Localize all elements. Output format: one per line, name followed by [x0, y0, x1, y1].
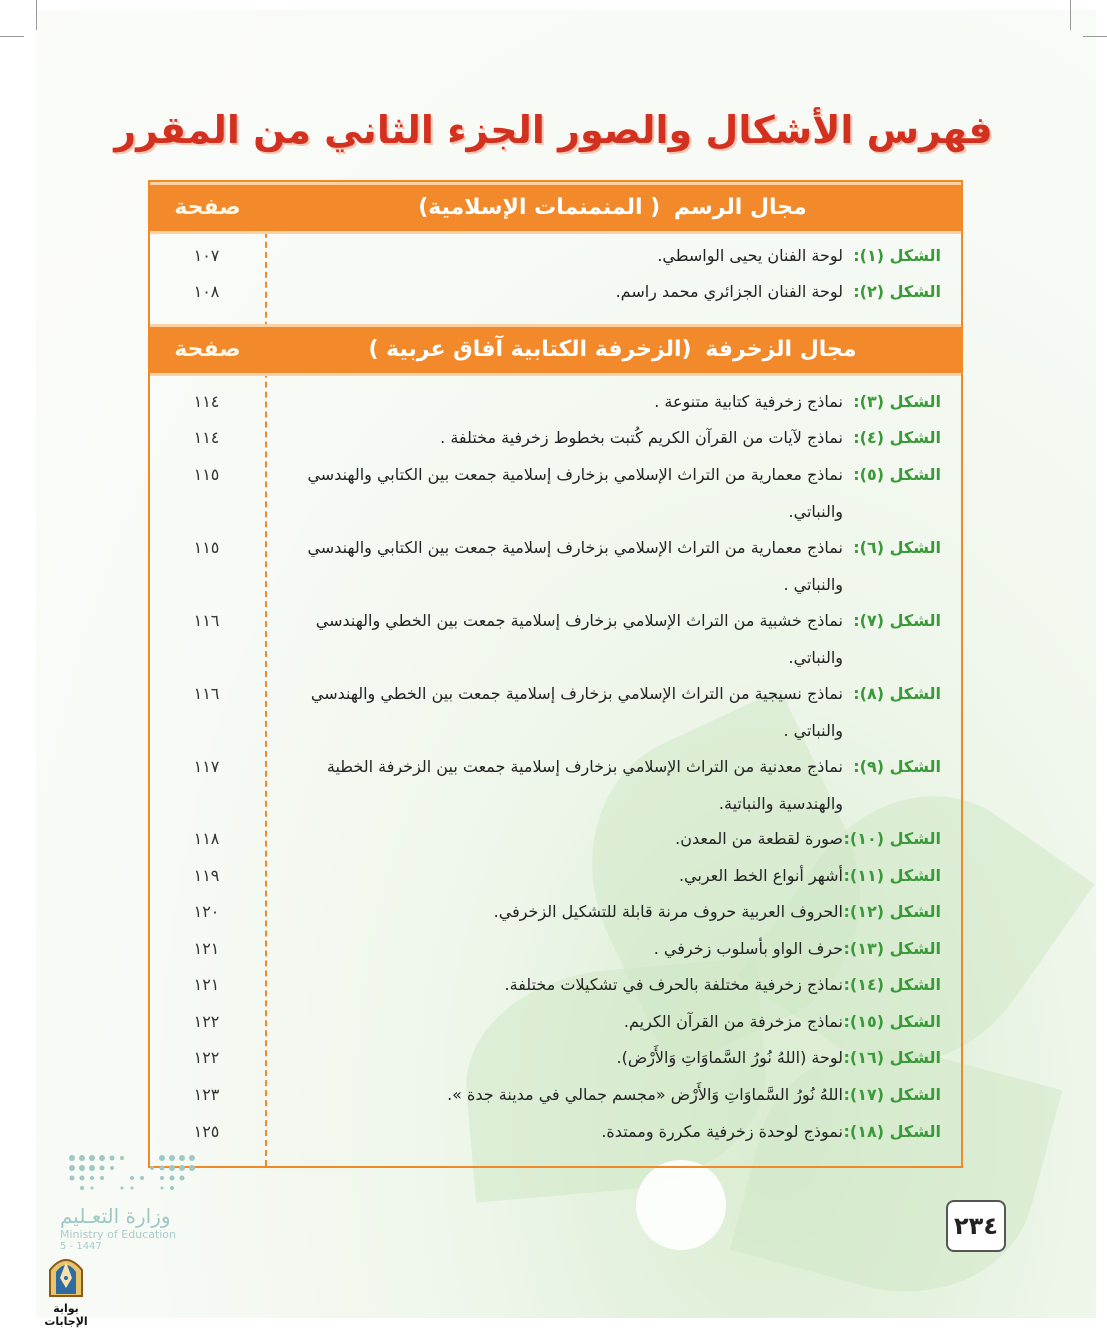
section-subheading: (الزخرفة الكتابية آفاق عربية )	[368, 337, 692, 362]
figure-description: لوحة الفنان يحيى الواسطي.	[657, 246, 843, 265]
figure-label: الشكل (١٧):	[843, 1085, 941, 1104]
figure-label: الشكل (١٥):	[843, 1012, 941, 1031]
figure-page: ١١٤	[193, 392, 220, 411]
figure-description: نماذج زخرفية كتابية متنوعة .	[654, 392, 843, 411]
figure-label: الشكل (١٠):	[843, 829, 941, 848]
figure-label: الشكل (٢):	[853, 282, 941, 301]
figure-label: الشكل (٨):	[853, 684, 941, 703]
figure-label: الشكل (٤):	[853, 428, 941, 447]
figure-page: ١١٧	[193, 757, 220, 776]
page-column-header: صفحة	[174, 337, 241, 362]
crop-mark	[0, 36, 24, 37]
figure-page: ١١٥	[193, 465, 220, 484]
figure-page: ١٢١	[193, 975, 220, 994]
figure-label: الشكل (٦):	[853, 538, 941, 557]
ministry-name-arabic: وزارة التعـليم	[60, 1204, 171, 1228]
figure-page: ١٢٢	[193, 1048, 220, 1067]
section-header-decoration	[150, 324, 961, 376]
figure-label: الشكل (٣):	[853, 392, 941, 411]
ministry-year: 5 - 1447	[60, 1241, 102, 1252]
crop-mark	[1070, 0, 1071, 30]
figure-description: صورة لقطعة من المعدن.	[675, 829, 843, 848]
section-subheading: ( المنمنمات الإسلامية)	[418, 195, 661, 220]
figure-label: الشكل (٧):	[853, 611, 941, 630]
figure-description: نماذج لآيات من القرآن الكريم كُتبت بخطوط زخرفية مختلفة .	[440, 428, 843, 447]
figure-description: الحروف العربية حروف مرنة قابلة للتشكيل الزخرفي.	[493, 902, 843, 921]
watermark-text: بوابة الإجابات	[44, 1302, 88, 1328]
page-column-header: صفحة	[174, 195, 241, 220]
figure-description: نماذج معمارية من التراث الإسلامي بزخارف إسلامية جمعت بين الكتابي والهندسي والنباتي.	[307, 465, 843, 521]
figure-description: حرف الواو بأسلوب زخرفي .	[653, 939, 843, 958]
watermark-logo	[30, 1252, 102, 1328]
section-title	[264, 185, 961, 231]
figure-page: ١٢٢	[193, 1012, 220, 1031]
figure-label: الشكل (٥):	[853, 465, 941, 484]
figure-page: ١٢٠	[193, 902, 220, 921]
page-title: فهرس الأشكال والصور الجزء الثاني من المقرر	[114, 108, 993, 152]
pen-nib-icon	[46, 1252, 86, 1298]
figure-page: ١٢١	[193, 939, 220, 958]
figure-label: الشكل (٩):	[853, 757, 941, 776]
figure-description: لوحة الفنان الجزائري محمد راسم.	[615, 282, 843, 301]
section-header-drawing	[150, 182, 961, 234]
figure-page: ١٢٥	[193, 1122, 220, 1141]
figure-page: ١١٦	[193, 684, 220, 703]
ministry-dots-icon	[66, 1152, 200, 1194]
figure-page: ١٠٨	[193, 282, 220, 301]
figure-description: لوحة (اللهُ نُورُ السَّماوَاتِ وَالأَرْض).	[616, 1048, 843, 1067]
figure-description: نموذج لوحدة زخرفية مكررة وممتدة.	[601, 1122, 843, 1141]
decor-flower-center	[636, 1160, 726, 1250]
section-title	[264, 327, 961, 373]
figure-page: ١٢٣	[193, 1085, 220, 1104]
figure-page: ١١٦	[193, 611, 220, 630]
figure-label: الشكل (١٦):	[843, 1048, 941, 1067]
section-heading: مجال الزخرفة	[705, 337, 857, 362]
figure-description: نماذج نسيجية من التراث الإسلامي بزخارف إسلامية جمعت بين الخطي والهندسي والنباتي .	[310, 684, 843, 740]
ministry-logo	[60, 1152, 200, 1252]
figure-description: نماذج مزخرفة من القرآن الكريم.	[623, 1012, 843, 1031]
figure-label: الشكل (١٨):	[843, 1122, 941, 1141]
crop-mark	[36, 0, 37, 30]
figure-description: اللهُ نُورُ السَّماوَاتِ وَالأَرْض «مجسم جمالي في مدينة جدة ».	[447, 1085, 843, 1104]
figure-label: الشكل (١٢):	[843, 902, 941, 921]
figure-description: نماذج معمارية من التراث الإسلامي بزخارف إسلامية جمعت بين الكتابي والهندسي والنباتي .	[307, 538, 843, 594]
figure-description: أشهر أنواع الخط العربي.	[678, 866, 843, 885]
figures-index-table	[148, 180, 963, 1168]
figure-description: نماذج زخرفية مختلفة بالحرف في تشكيلات مختلفة.	[504, 975, 843, 994]
figure-description: نماذج معدنية من التراث الإسلامي بزخارف إسلامية جمعت بين الزخرفة الخطية والهندسية والنباتية.	[326, 757, 843, 813]
figure-page: ١١٥	[193, 538, 220, 557]
figure-label: الشكل (١١):	[843, 866, 941, 885]
page-number: ٢٣٤	[946, 1200, 1006, 1252]
figure-label: الشكل (١٤):	[843, 975, 941, 994]
figure-page: ١١٤	[193, 428, 220, 447]
figure-label: الشكل (١):	[853, 246, 941, 265]
ministry-name-english: Ministry of Education	[60, 1228, 177, 1241]
crop-mark	[1083, 36, 1107, 37]
figure-description: نماذج خشبية من التراث الإسلامي بزخارف إسلامية جمعت بين الخطي والهندسي والنباتي.	[315, 611, 843, 667]
figure-page: ١١٨	[193, 829, 220, 848]
figure-label: الشكل (١٣):	[843, 939, 941, 958]
figure-page: ١٠٧	[193, 246, 220, 265]
section-heading: مجال الرسم	[673, 195, 807, 220]
figure-page: ١١٩	[193, 866, 220, 885]
